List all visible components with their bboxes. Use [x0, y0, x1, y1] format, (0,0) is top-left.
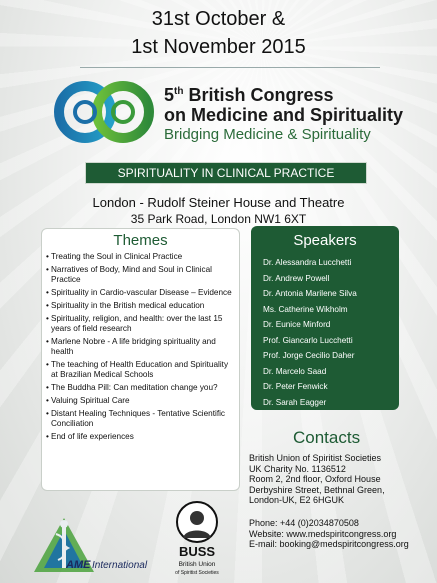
speaker-item: Dr. Antonia Marilene Silva	[263, 289, 357, 298]
contact-address	[249, 453, 385, 506]
buss-line-1: British Union	[178, 561, 216, 568]
theme-item: • Treating the Soul in Clinical Practice	[46, 252, 235, 262]
contact-line: British Union of Spiritist Societies	[249, 453, 382, 463]
speaker-item: Dr. Peter Fenwick	[263, 382, 328, 391]
theme-item: • Valuing Spiritual Care	[46, 396, 235, 406]
congress-title-line-2: on Medicine and Spirituality	[164, 105, 404, 125]
speaker-item: Dr. Sarah Eagger	[263, 397, 327, 407]
venue-name: London - Rudolf Steiner House and Theatre	[92, 195, 345, 210]
ame-logo-bold: AME	[66, 559, 91, 571]
speakers-list	[251, 255, 399, 410]
speakers-heading: Speakers	[293, 232, 357, 249]
congress-subtitle: Bridging Medicine & Spirituality	[164, 126, 371, 143]
contact-line: UK Charity No. 1136512	[249, 463, 346, 474]
theme-item: • Spirituality in the British medical education	[46, 301, 235, 311]
date-line-2: 1st November 2015	[131, 36, 306, 58]
contact-line: Derbyshire Street, Bethnal Green,	[249, 484, 385, 495]
theme-item: • The Buddha Pill: Can meditation change you?	[46, 383, 235, 393]
theme-item: • Spirituality in Cardio-vascular Disease – Evidence	[46, 288, 235, 298]
theme-item: • Distant Healing Techniques - Tentative Scientific Conciliation	[46, 409, 235, 429]
theme-banner: SPIRITUALITY IN CLINICAL PRACTICE	[85, 162, 367, 184]
speaker-item: Dr. Marcelo Saad	[263, 366, 327, 376]
congress-ordinal: 5	[164, 85, 175, 105]
ame-logo-text: International	[92, 560, 148, 571]
speaker-item: Dr. Andrew Powell	[263, 273, 330, 283]
theme-item: • Spirituality, religion, and health: over the last 15 years of field research	[46, 314, 235, 334]
contact-website[interactable]: Website: www.medspiritcongress.org	[249, 528, 397, 539]
contact-email[interactable]: E-mail: booking@medspiritcongress.org	[249, 539, 409, 549]
theme-item: • Narratives of Body, Mind and Soul in Clinical Practice	[46, 265, 235, 285]
buss-logo-icon	[165, 500, 229, 580]
divider	[80, 67, 380, 68]
contact-line: Room 2, 2nd floor, Oxford House	[249, 474, 381, 484]
contact-phone[interactable]: Phone: +44 (0)2034870508	[249, 518, 359, 528]
speaker-item: Dr. Eunice Minford	[263, 320, 331, 329]
contacts-heading: Contacts	[293, 428, 361, 447]
speaker-item: Ms. Catherine Wikholm	[263, 304, 348, 314]
buss-abbr: BUSS	[178, 544, 216, 559]
themes-box	[41, 228, 240, 491]
speaker-item: Prof. Jorge Cecilio Daher	[263, 351, 355, 360]
contact-line: London-UK, E2 6HGUK	[249, 495, 345, 505]
speaker-item: Dr. Alessandra Lucchetti	[263, 258, 352, 267]
speakers-box	[251, 226, 399, 410]
themes-list	[42, 252, 239, 442]
themes-heading: Themes	[113, 232, 168, 249]
date-line-1: 31st October &	[151, 8, 286, 30]
congress-logo-icon	[54, 80, 154, 144]
congress-title	[164, 82, 403, 125]
contact-details	[249, 518, 409, 550]
theme-item: • End of life experiences	[46, 432, 235, 442]
speaker-item: Prof. Giancarlo Lucchetti	[263, 335, 353, 345]
congress-ordinal-suffix: th	[174, 86, 184, 97]
venue-address: 35 Park Road, London NW1 6XT	[130, 212, 307, 226]
congress-title-line-1: British Congress	[188, 85, 334, 105]
theme-item: • Marlene Nobre - A life bridging spirituality and health	[46, 337, 235, 357]
theme-item: • The teaching of Health Education and Spirituality at Brazilian Medical Schools	[46, 360, 235, 380]
buss-line-2: of Spiritist Societies	[175, 570, 219, 576]
ame-international-logo-icon	[30, 512, 150, 576]
